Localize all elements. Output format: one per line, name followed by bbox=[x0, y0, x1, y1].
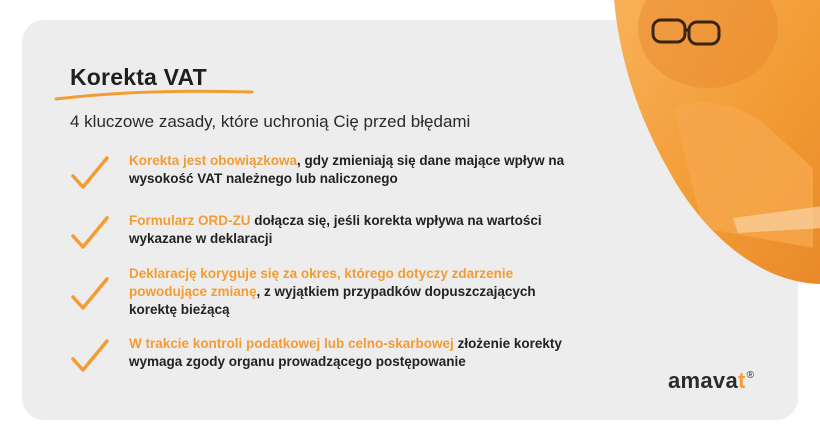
rule-rest: dołącza się, jeśli korekta wpływa na wartości wykazane w deklaracji bbox=[129, 213, 542, 246]
rule-text bbox=[129, 152, 585, 188]
page-title: Korekta VAT bbox=[70, 64, 207, 90]
title-underline bbox=[54, 88, 254, 102]
amavat-logo bbox=[668, 368, 754, 394]
woman-photo bbox=[613, 0, 820, 288]
logo-text: amava bbox=[668, 368, 739, 393]
rule-highlight: W trakcie kontroli podatkowej lub celno-skarbowej bbox=[129, 336, 454, 351]
rule-rest: , gdy zmieniają się dane mające wpływ na wysokość VAT należnego lub naliczonego bbox=[129, 153, 565, 186]
subtitle: 4 kluczowe zasady, które uchronią Cię przed błędami bbox=[70, 112, 471, 131]
check-icon bbox=[70, 275, 110, 315]
check-icon bbox=[70, 337, 110, 377]
rule-rest: złożenie korekty wymaga zgody organu prowadzącego postępowanie bbox=[129, 336, 562, 369]
rule-text bbox=[129, 335, 585, 371]
rule-rest: , z wyjątkiem przypadków dopuszczających korektę bieżącą bbox=[129, 284, 536, 317]
rule-text bbox=[129, 212, 585, 248]
check-icon bbox=[70, 154, 110, 194]
registered-mark: ® bbox=[746, 370, 755, 381]
rule-highlight: Korekta jest obowiązkowa bbox=[129, 153, 298, 168]
rule-highlight: Formularz ORD-ZU bbox=[129, 213, 251, 228]
logo-accent: t bbox=[738, 368, 746, 393]
check-icon bbox=[70, 214, 110, 254]
rule-highlight: Deklarację koryguje się za okres, którego dotyczy zdarzenie powodujące zmianę bbox=[129, 266, 514, 299]
rule-text bbox=[129, 265, 585, 319]
